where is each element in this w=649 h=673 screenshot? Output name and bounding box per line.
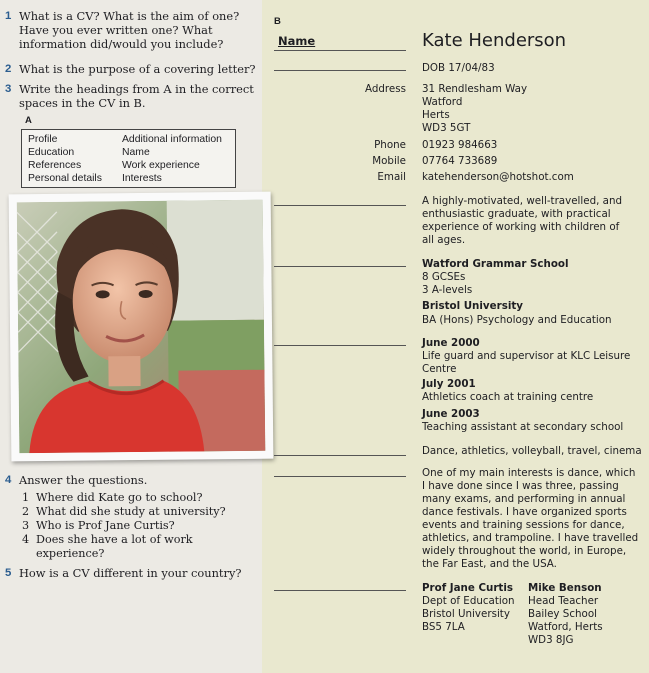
work-date	[422, 337, 480, 350]
heading-blank-line	[274, 590, 406, 591]
headings-box	[21, 129, 236, 188]
heading-blank-line	[274, 50, 406, 51]
heading-blank-line	[274, 476, 406, 477]
work-line: Centre	[422, 363, 457, 375]
sub-question-number: 4	[22, 533, 30, 546]
question-text: Write the headings from A in the correct	[19, 82, 254, 96]
interests-text: Dance, athletics, volleyball, travel, cinema	[422, 445, 642, 457]
profile-line: experience of working with children of	[422, 221, 620, 233]
work-date	[422, 378, 476, 391]
work-line: Life guard and supervisor at KLC Leisure	[422, 350, 631, 362]
heading-blank-line	[274, 205, 406, 206]
reference-2-name	[528, 582, 602, 595]
address-label: Address	[364, 83, 406, 95]
reference-2-line: Head Teacher	[528, 595, 599, 607]
work-date-text: July 2001	[422, 378, 476, 390]
portrait-photo	[9, 192, 274, 462]
email-value: katehenderson@hotshot.com	[422, 171, 574, 183]
box-a-label: A	[25, 115, 32, 126]
address-line: WD3 5GT	[422, 122, 471, 134]
sub-question-text: Does she have a lot of work	[36, 533, 193, 546]
school-name-text: Watford Grammar School	[422, 258, 569, 270]
mobile-value: 07764 733689	[422, 155, 498, 167]
heading-option: Personal details	[28, 173, 102, 184]
alevels: 3 A-levels	[422, 284, 473, 296]
sub-question-number: 1	[22, 491, 30, 504]
university-name	[422, 300, 523, 313]
question-text: spaces in the CV in B.	[19, 96, 146, 110]
heading-blank-line	[274, 345, 406, 346]
work-line: Athletics coach at training centre	[422, 391, 594, 403]
question-text: Answer the questions.	[19, 473, 148, 487]
university-name-text: Bristol University	[422, 300, 523, 312]
question-text: How is a CV different in your country?	[19, 566, 242, 580]
heading-option: Profile	[28, 134, 58, 145]
box-b-label: B	[274, 16, 281, 27]
heading-option: References	[28, 160, 82, 171]
additional-line: athletics, and trampoline. I have travelled	[422, 532, 639, 544]
reference-2-line: Watford, Herts	[528, 621, 603, 633]
address-line: Herts	[422, 109, 450, 121]
name-heading: Name	[278, 34, 316, 48]
additional-line: the Far East, and the USA.	[422, 558, 557, 570]
mobile-label: Mobile	[372, 155, 406, 167]
additional-line: events and training sessions for dance,	[422, 519, 625, 531]
profile-line: A highly-motivated, well-travelled, and	[422, 195, 623, 207]
degree: BA (Hons) Psychology and Education	[422, 314, 612, 326]
reference-1-name	[422, 582, 513, 595]
reference-1-line: Dept of Education	[422, 595, 515, 607]
heading-option: Name	[122, 147, 150, 158]
gcses: 8 GCSEs	[422, 271, 466, 283]
reference-2-line: Bailey School	[528, 608, 597, 620]
question-text: Have you ever written one? What	[19, 23, 213, 37]
reference-1-line: BS5 7LA	[422, 621, 465, 633]
sub-question-text: experience?	[36, 547, 105, 560]
heading-blank-line	[274, 455, 406, 456]
reference-2-line: WD3 8JG	[528, 634, 574, 646]
sub-question-4	[22, 533, 262, 561]
heading-option: Education	[28, 147, 75, 158]
additional-line: many exams, and performing in annual	[422, 493, 626, 505]
cv-dob: DOB 17/04/83	[422, 62, 495, 74]
heading-option: Additional information	[122, 134, 222, 145]
question-number: 3	[5, 83, 12, 95]
work-line: Teaching assistant at secondary school	[422, 421, 624, 433]
additional-line: One of my main interests is dance, which	[422, 467, 636, 479]
heading-blank-line	[274, 266, 406, 267]
address-line: Watford	[422, 96, 463, 108]
sub-question-text: Where did Kate go to school?	[36, 491, 203, 504]
sub-question-text: Who is Prof Jane Curtis?	[36, 519, 175, 532]
sub-question-number: 3	[22, 519, 30, 532]
sub-question-number: 2	[22, 505, 30, 518]
question-number: 4	[5, 474, 12, 486]
portrait-image	[17, 200, 266, 454]
sub-question-text: What did she study at university?	[36, 505, 226, 518]
email-label: Email	[377, 171, 406, 183]
phone-label: Phone	[374, 139, 406, 151]
question-number: 2	[5, 63, 12, 75]
additional-line: dance festivals. I have organized sports	[422, 506, 627, 518]
question-text: What is a CV? What is the aim of one?	[19, 9, 240, 23]
question-text: information did/would you include?	[19, 37, 224, 51]
reference-1-line: Bristol University	[422, 608, 510, 620]
heading-option: Interests	[122, 173, 162, 184]
reference-1-name-text: Prof Jane Curtis	[422, 582, 513, 594]
question-number: 5	[5, 567, 12, 579]
profile-line: all ages.	[422, 234, 466, 246]
question-number: 1	[5, 10, 12, 22]
address-line: 31 Rendlesham Way	[422, 83, 528, 95]
school-name	[422, 258, 569, 271]
additional-line: widely throughout the world, in Europe,	[422, 545, 627, 557]
work-date-text: June 2003	[422, 408, 480, 420]
cv-name: Kate Henderson	[422, 30, 567, 51]
work-date	[422, 408, 480, 421]
reference-2-name-text: Mike Benson	[528, 582, 602, 594]
profile-line: enthusiastic graduate, with practical	[422, 208, 611, 220]
work-date-text: June 2000	[422, 337, 480, 349]
heading-option: Work experience	[122, 160, 200, 171]
question-1	[5, 10, 255, 52]
additional-line: I have done since I was three, passing	[422, 480, 619, 492]
question-text: What is the purpose of a covering letter?	[19, 62, 256, 76]
heading-blank-line	[274, 70, 406, 71]
phone-value: 01923 984663	[422, 139, 498, 151]
